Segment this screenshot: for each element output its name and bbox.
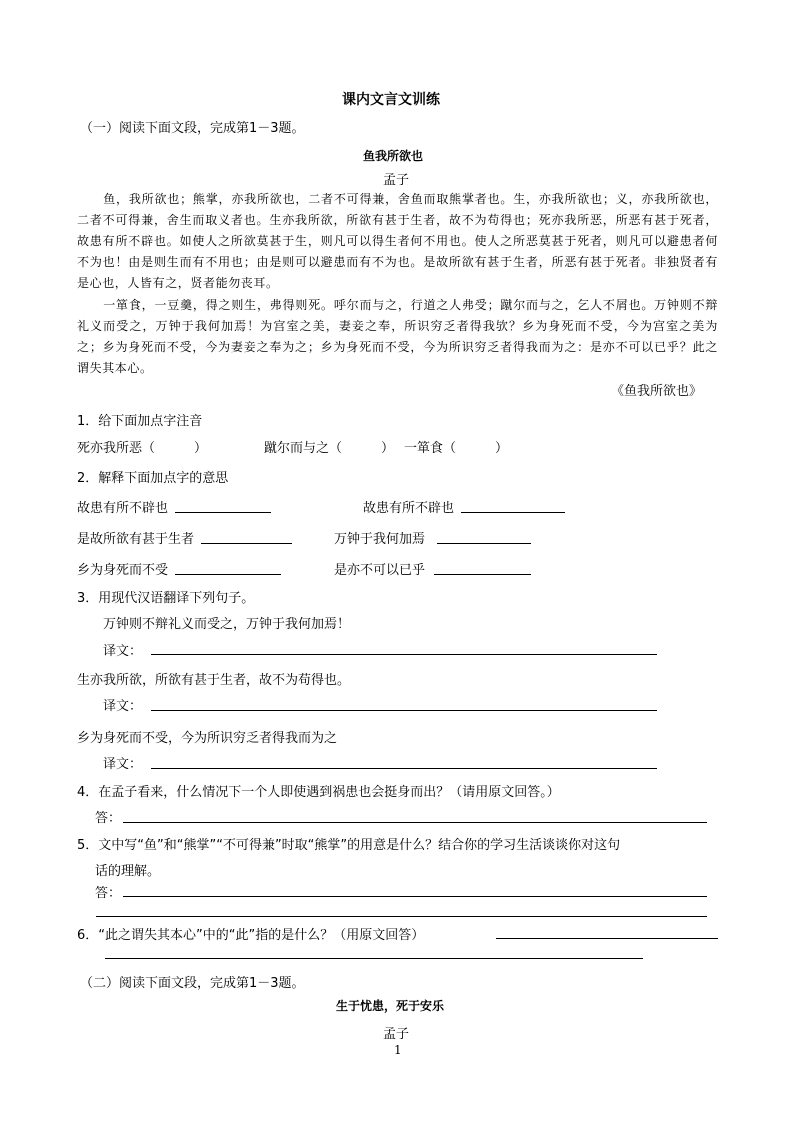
- q5-answer-blank[interactable]: [96, 916, 707, 917]
- q1-item: 蹴尔而与之（ ）: [264, 441, 395, 456]
- q2-item: 故患有所不辟也: [77, 501, 169, 516]
- q1-item: 死亦我所恶（ ）: [77, 441, 208, 456]
- q2-answer-blank[interactable]: [175, 512, 271, 513]
- q5-label-continued: 话的理解。: [95, 864, 161, 879]
- passage-title: 鱼我所欲也: [363, 149, 424, 163]
- q3-sentence: 乡为身死而不受，今为所识穷乏者得我而为之: [77, 731, 338, 746]
- q2-item: 故患有所不辟也: [363, 501, 455, 516]
- q2-answer-blank[interactable]: [437, 543, 531, 544]
- q2-item: 万钟于我何加焉: [334, 532, 426, 547]
- q5-answer-blank[interactable]: [123, 896, 707, 897]
- q4-answer-label: 答：: [95, 811, 122, 826]
- q3-answer-blank[interactable]: [151, 654, 657, 655]
- q4-answer-blank[interactable]: [123, 822, 707, 823]
- q5-label: 5．文中写“鱼”和“熊掌”“不可得兼”时取“熊掌”的用意是什么？结合你的学习生活谈谈你对这句: [77, 838, 621, 853]
- q3-answer-blank[interactable]: [151, 710, 657, 711]
- section2-passage-title: 生于忧患，死于安乐: [336, 999, 445, 1013]
- passage-paragraph-2: 一箪食，一豆羹，得之则生，弗得则死。呼尔而与之，行道之人弗受；蹴尔而与之，乞人不屑也。万钟则不辩礼义而受之，万钟于我何加焉！为宫室之美，妻妾之奉，所识穷乏者得我欤？乡为身死而不受，今为宫室之美为之；乡为身死而不受，今为妻妾之奉为之；乡为身死而不受，今为所识穷乏者得我而为之：是亦不可以已乎？此之谓失其本心。: [77, 298, 718, 375]
- q1-label: 1．给下面加点字注音: [77, 414, 203, 429]
- q2-label: 2．解释下面加点字的意思: [77, 471, 229, 486]
- passage-paragraph-1: 鱼，我所欲也；熊掌，亦我所欲也，二者不可得兼，舍鱼而取熊掌者也。生，亦我所欲也；义，亦我所欲也，二者不可得兼，舍生而取义者也。生亦我所欲，所欲有甚于生者，故不为苟得也；死亦我所恶，所恶有甚于死者，故患有所不辟也。如使人之所欲莫甚于生，则凡可以得生者何不用也。使人之所恶莫甚于死者，则凡可以避患者何不为也！由是则生而有不用也；由是则可以避患而有不为也。是故所欲有甚于生者，所恶有甚于死者。非独贤者有是心也，人皆有之，贤者能勿丧耳。: [77, 192, 718, 290]
- page-title: 课内文言文训练: [342, 92, 440, 108]
- q4-label: 4．在孟子看来，什么情况下一个人即使遇到祸患也会挺身而出？（请用原文回答。）: [77, 785, 560, 800]
- q6-answer-blank[interactable]: [105, 958, 643, 959]
- q1-item: 一箪食（ ）: [404, 441, 509, 456]
- section2-author: 孟子: [383, 1027, 410, 1042]
- q3-sentence: 生亦我所欲，所欲有甚于生者，故不为苟得也。: [77, 673, 351, 688]
- q3-sentence: 万钟则不辩礼义而受之，万钟于我何加焉！: [103, 617, 351, 632]
- q3-label: 3．用现代汉语翻译下列句子。: [77, 591, 255, 606]
- page-number: 1: [394, 1043, 402, 1057]
- q5-answer-label: 答：: [95, 886, 122, 901]
- q6-label: 6．“此之谓失其本心”中的“此”指的是什么？（用原文回答）: [77, 928, 425, 943]
- q2-item: 乡为身死而不受: [77, 563, 169, 578]
- q3-answer-label: 译文：: [103, 757, 143, 772]
- q3-answer-blank[interactable]: [151, 768, 657, 769]
- q2-item: 是亦不可以已乎: [334, 563, 426, 578]
- q2-answer-blank[interactable]: [434, 574, 531, 575]
- passage-author: 孟子: [383, 173, 410, 188]
- q3-answer-label: 译文：: [103, 644, 143, 659]
- q3-answer-label: 译文：: [103, 699, 143, 714]
- section1-heading: （一）阅读下面文段，完成第1－3题。: [80, 121, 305, 136]
- q2-item: 是故所欲有甚于生者: [77, 532, 195, 547]
- q2-answer-blank[interactable]: [175, 574, 281, 575]
- section2-heading: （二）阅读下面文段，完成第1－3题。: [80, 976, 305, 991]
- q2-answer-blank[interactable]: [461, 512, 565, 513]
- passage-source: 《鱼我所欲也》: [611, 384, 703, 399]
- q6-answer-blank[interactable]: [496, 938, 718, 939]
- q2-answer-blank[interactable]: [201, 543, 292, 544]
